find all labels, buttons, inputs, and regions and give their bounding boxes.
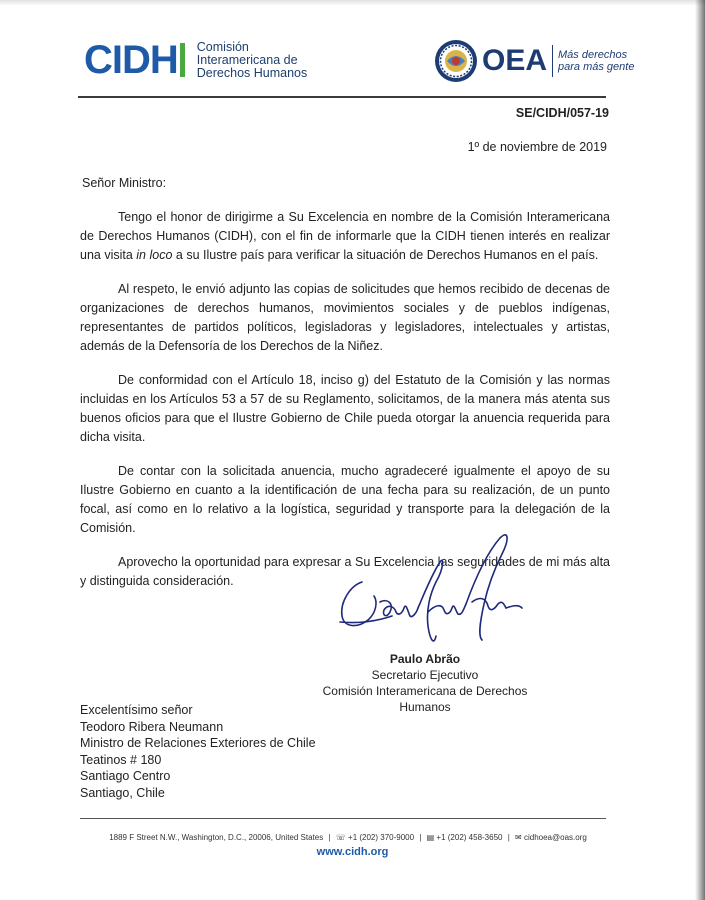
cidh-name-line: Comisión <box>196 39 249 54</box>
recipient-address <box>80 702 316 801</box>
paragraph-3: De conformidad con el Artículo 18, inciso g) del Estatuto de la Comisión y las normas incluidas en los Artículos 53 a 57 de su Reglamento, solicitamos, de la manera más atenta sus buenos oficios para que el Ilustre Gobierno de Chile pueda otorgar la anuencia requerida para dicha visita. <box>80 373 610 444</box>
paragraph-1-text-end: a su Ilustre país para verificar la situación de Derechos Humanos en el país. <box>172 248 599 262</box>
recipient-line: Ministro de Relaciones Exteriores de Chile <box>80 736 316 750</box>
letter-date: 1º de noviembre de 2019 <box>467 140 607 154</box>
email-icon: ✉ <box>515 833 522 842</box>
handwritten-signature <box>332 524 562 654</box>
footer-divider <box>80 818 606 819</box>
oea-seal-icon <box>434 39 478 83</box>
paragraph-1-italic: in loco <box>136 248 173 262</box>
paragraph-1 <box>80 208 610 265</box>
oea-logo-divider <box>552 45 553 77</box>
signatory-name: Paulo Abrão <box>389 652 461 666</box>
footer-separator: | <box>419 833 422 842</box>
signatory-organization: Comisión Interamericana de Derechos Humanos <box>322 684 528 714</box>
phone-icon: ☏ <box>335 833 346 842</box>
signatory-title: Secretario Ejecutivo <box>371 668 479 682</box>
oea-logo-text: OEA <box>482 44 548 77</box>
footer-phone: +1 (202) 370-9000 <box>348 833 415 842</box>
cidh-logo-name <box>197 41 307 80</box>
oea-tagline-line: Más derechos <box>558 49 628 61</box>
scan-edge-shadow <box>695 0 705 900</box>
recipient-line: Santiago, Chile <box>80 785 165 800</box>
fax-icon: ▤ <box>426 833 435 842</box>
cidh-logo-mark: CIDH <box>84 38 178 82</box>
paragraph-1-text: Tengo el honor de dirigirme a Su Excelencia en nombre de la Comisión Interamericana de Derechos Humanos (CIDH), con el fin de informarle que la CIDH tienen interés en realizar una visita <box>80 210 610 262</box>
reference-number: SE/CIDH/057-19 <box>515 106 609 120</box>
footer-address: 1889 F Street N.W., Washington, D.C., 20006, United States <box>109 833 324 842</box>
cidh-logo <box>84 38 307 82</box>
paragraph-4: De contar con la solicitada anuencia, mucho agradeceré igualmente el apoyo de su Ilustre Gobierno en cuanto a la identificación de una fecha para su realización, de un punto focal, así como en lo relativo a la logística, seguridad y transporte para la delegación de la Comisión. <box>80 464 610 535</box>
scan-edge-top <box>0 0 705 6</box>
cidh-name-line: Derechos Humanos <box>196 65 308 80</box>
cidh-logo-green-bar <box>180 43 185 77</box>
paragraph-5: Aprovecho la oportunidad para expresar a Su Excelencia las seguridades de mi más alta y distinguida consideración. <box>80 555 610 588</box>
oea-logo <box>434 40 634 82</box>
footer-fax: +1 (202) 458-3650 <box>436 833 503 842</box>
recipient-line: Santiago Centro <box>80 769 171 783</box>
paragraph-2: Al respeto, le envió adjunto las copias de solicitudes que hemos recibido de decenas de organizaciones de derechos humanos, movimientos sociales y de pueblos indígenas, representantes de partidos políticos, legisladoras y legisladores, intelectuales y artistas, además de la Defensoría de los Derechos de la Niñez. <box>80 282 610 353</box>
footer-website: www.cidh.org <box>316 846 389 858</box>
footer-separator: | <box>507 833 510 842</box>
cidh-name-line: Interamericana de <box>196 52 298 67</box>
footer-email: cidhoea@oas.org <box>523 833 587 842</box>
footer-separator: | <box>328 833 331 842</box>
oea-tagline-line: para más gente <box>558 61 635 73</box>
salutation: Señor Ministro: <box>82 176 167 190</box>
signature-block <box>300 651 550 715</box>
footer-contact <box>108 833 588 842</box>
header-divider <box>78 96 606 98</box>
recipient-line: Teatinos # 180 <box>80 752 162 767</box>
recipient-line: Excelentísimo señor <box>80 703 193 717</box>
recipient-line: Teodoro Ribera Neumann <box>80 719 224 734</box>
oea-tagline <box>558 49 634 73</box>
